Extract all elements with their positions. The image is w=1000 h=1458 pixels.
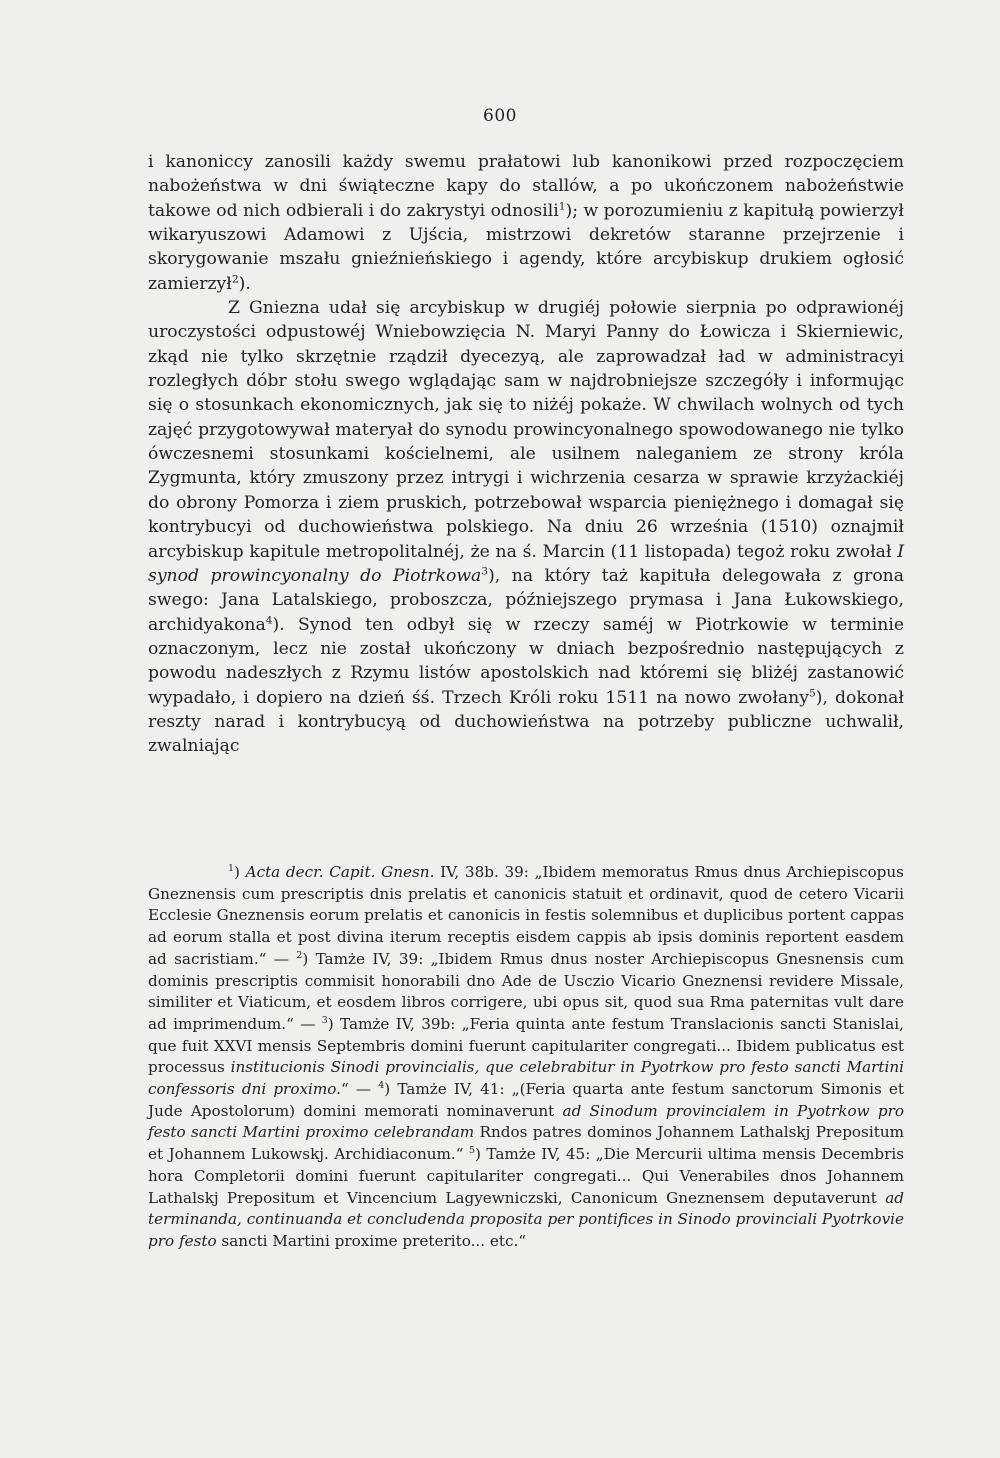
italic-text: I synod prowincyonalny do Piotrkowa [148,541,904,586]
footnote-ref: 2 [296,949,303,961]
footnotes [148,862,904,1253]
footnote-block [148,862,904,1253]
text-run: ). [238,273,251,294]
footnote-ref: 5 [808,685,816,699]
text-run: ). Synod ten odbył się w rzeczy saméj w Piotrkowie w terminie oznaczonym, lecz nie został ukończony w dniach bezpośrednio następujących z powodu nadeszłych z Rzymu listów apostolskich nad któremi się bliżéj zastanowić wypadało, i dopiero na dzień śś. Trzech Króli roku 1511 na nowo zwołany [148,614,904,708]
paragraph [148,150,904,296]
italic-text: Acta decr. Capit. Gnesn. [245,863,435,881]
footnote-ref: 4 [378,1079,385,1091]
italic-text: ad Sinodum provincialem in Pyotrkow pro festo sancti Martini proximo celebrandam [148,1101,905,1142]
footnote-ref: 3 [321,1014,328,1026]
text-run: i kanoniccy zanosili każdy swemu prałatowi lub kanonikowi przed rozpoczęciem nabożeństwa w dni świąteczne kapy do stallów, a po ukończonem nabożeństwie takowe od nich odbierali i do zakrystyi odnosili [148,152,904,221]
text-run: Rndos patres dominos Johannem Lathalskj Prepositum et Johannem Lukowskj. Archidiaconum.“ [148,1123,904,1164]
text-run: ) [234,863,246,881]
text-run: ); w porozumieniu z kapitułą powierzył wikaryuszowi Adamowi z Ujścia, mistrzowi dekretów staranne przejrzenie i skorygowanie mszału gnieźnieńskiego i agendy, które arcybiskup drukiem ogłosić zamierzył [148,200,904,294]
text-run: IV, 38b. 39: „Ibidem memoratus Rmus dnus Archiepiscopus Gneznensis cum prescriptis dnis prelatis et canonicis statuit et ordinavit, quod de cetero Vicarii Ecclesie Gneznensis eorum prelatis et canonicis in festis solemnibus et duplicibus portent cappas ad eorum stalla et post divina iterum receptis eisdem cappis ab ipsis dominis reportent easdem ad sacristiam.“ — [148,863,904,968]
footnote-ref: 1 [228,862,234,874]
page-number: 600 [483,106,517,126]
footnote-ref: 1 [558,198,566,212]
footnote-ref: 3 [481,564,489,578]
italic-text: ad terminanda, continuanda et concludenda proposita per pontifices in Sinodo provinciali Pyotrkovie pro festo [148,1188,904,1250]
text-run: ), na który taż kapituła delegowała z grona swego: Jana Latalskiego, proboszcza, późniejszego prymasa i Jana Łukowskiego, archidyakona [148,565,904,635]
text-run: sancti Martini proxime preterito... etc.“ [216,1231,527,1250]
paragraph [148,296,904,759]
footnote-ref: 5 [468,1145,475,1157]
text-run: “ — [341,1080,379,1099]
text-run: Z Gniezna udał się arcybiskup w drugiéj połowie sierpnia po odprawionéj uroczystości odpustowéj Wniebowzięcia N. Maryi Panny do Łowicza i Skierniewic, zkąd nie tylko skrzętnie rządził dyecezyą, ale zaprowadzał ład w administracyi rozległych dóbr stołu swego wglądając sam w najdrobniejsze szczegóły i informując się o stosunkach ekonomicznych, jak się to niżéj pokaże. W chwilach wolnych od tych zajęć przygotowywał materyał do synodu prowincyonalnego spowodowanego nie tylko ówczesnemi stosunkami kościelnemi, ale usilnem naleganiem ze strony króla Zygmunta, który zmuszony przez intrygi i wichrzenia cesarza w sprawie krzyżackiéj do obrony Pomorza i ziem pruskich, potrzebował wsparcia pieniężnego i domagał się kontrybucyi od duchowieństwa polskiego. Na dniu 26 września (1510) oznajmił arcybiskup kapitule metropolitalnéj, że na ś. Marcin (11 listopada) tegoż roku zwołał [148,298,904,562]
main-text [148,150,904,759]
text-run: ), dokonał reszty narad i kontrybucyą od duchowieństwa na potrzeby publiczne uchwalił, zwalniając [148,687,904,757]
text-run: ) Tamże IV, 39: „Ibidem Rmus dnus noster Archiepiscopus Gnesnensis cum dominis prescriptis commisit honorabili dno Ade de Usczio Vicario Gneznensi revidere Missale, similiter et Viaticum, et eosdem libros corrigere, ubi opus sit, quod sua Rma paternitas vult dare ad imprimendum.“ — [148,949,904,1033]
text-run: ) Tamże IV, 41: „(Feria quarta ante festum sanctorum Simonis et Jude Apostolorum) domini memorati nominaverunt [148,1080,905,1120]
footnote-ref: 4 [265,612,273,626]
text-run: ) Tamże IV, 39b: „Feria quinta ante festum Translacionis sancti Stanislai, que fuit XXVI mensis Septembris domini fuerunt capitulariter congregati... Ibidem publicatus est processus [148,1014,904,1077]
italic-text: institucionis Sinodi provincialis, que celebrabitur in Pyotrkow pro festo sancti Martini confessoris dni proximo. [148,1058,904,1099]
text-run: ) Tamże IV, 45: „Die Mercurii ultima mensis Decembris hora Completorii domini fuerunt capitulariter congregati... Qui Venerabiles dnos Johannem Lathalskj Prepositum et Vincencium Lagyewniczski, Canonicum Gneznensem deputaverunt [148,1145,904,1207]
footnote-ref: 2 [231,271,239,285]
